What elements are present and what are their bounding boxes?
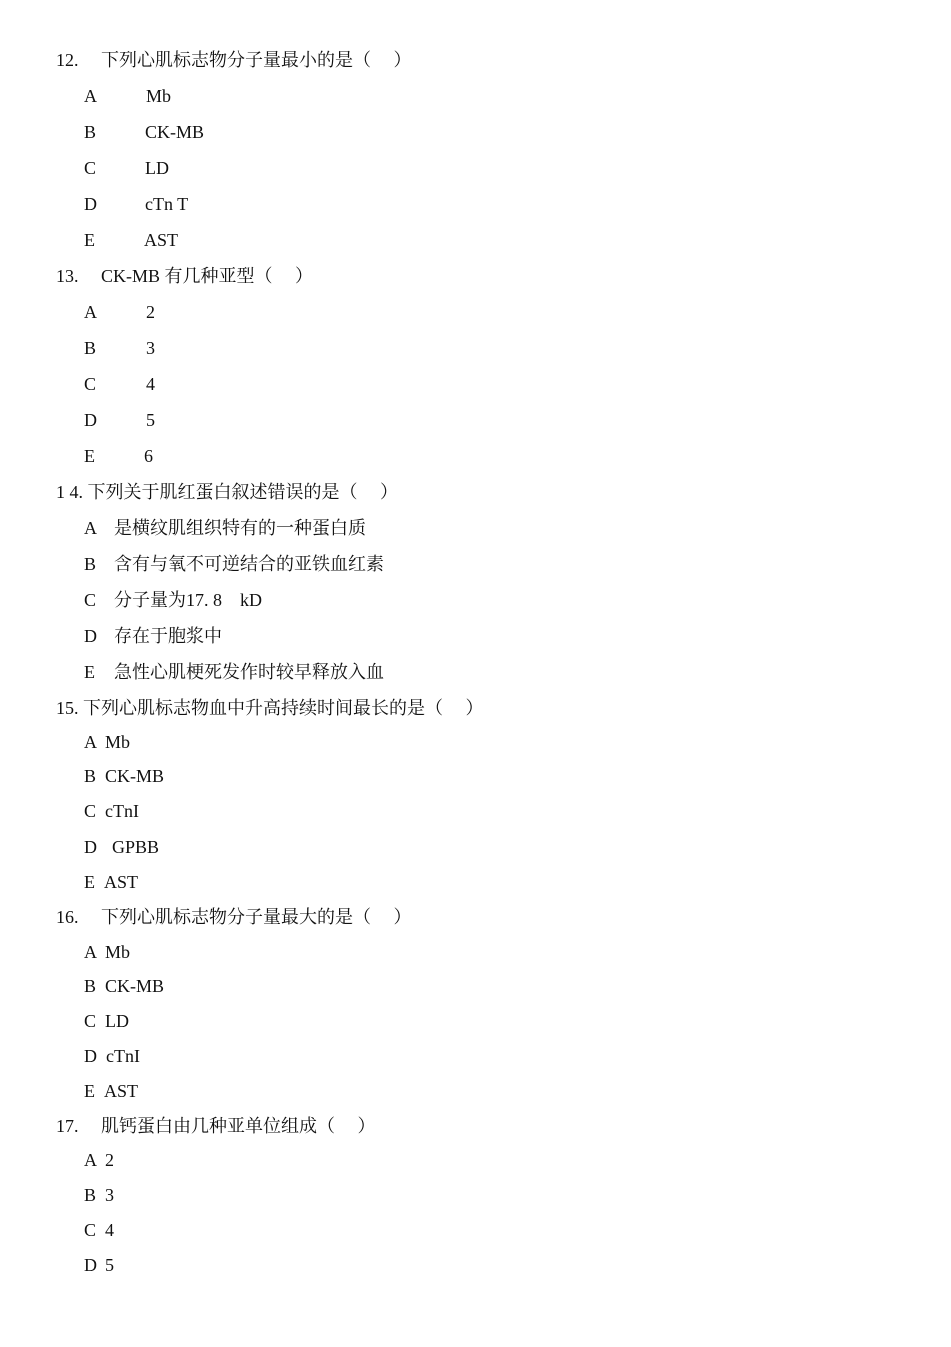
question-17-stem: 17. 肌钙蛋白由几种亚单位组成（ ） <box>56 1116 376 1136</box>
option: A 2 <box>84 302 155 322</box>
option: A 2 <box>84 1150 114 1170</box>
option: B 3 <box>84 1185 114 1205</box>
question-15-stem: 15. 下列心肌标志物血中升高持续时间最长的是（ ） <box>56 698 484 718</box>
option: C LD <box>84 158 169 178</box>
question-16-stem: 16. 下列心肌标志物分子量最大的是（ ） <box>56 907 412 927</box>
option: A Mb <box>84 942 131 962</box>
option: C 分子量为17. 8 kD <box>84 590 262 610</box>
option: B 含有与氧不可逆结合的亚铁血红素 <box>84 554 384 574</box>
option: C LD <box>84 1011 129 1031</box>
option: D 5 <box>84 1255 114 1275</box>
option: E AST <box>84 1081 139 1101</box>
option: D cTn T <box>84 194 189 214</box>
option: E AST <box>84 872 139 892</box>
option: D 5 <box>84 410 155 430</box>
option: C 4 <box>84 1220 114 1240</box>
option: B CK-MB <box>84 976 165 996</box>
option: B CK-MB <box>84 122 205 142</box>
option: D GPBB <box>84 837 160 857</box>
option: A Mb <box>84 732 131 752</box>
option: E 6 <box>84 446 153 466</box>
option: C cTnI <box>84 801 139 821</box>
question-13-stem: 13. CK-MB 有几种亚型（ ） <box>56 266 314 286</box>
option: E 急性心肌梗死发作时较早释放入血 <box>84 662 384 682</box>
option: B 3 <box>84 338 155 358</box>
option: E AST <box>84 230 179 250</box>
option: B CK-MB <box>84 766 165 786</box>
question-12-stem: 12. 下列心肌标志物分子量最小的是（ ） <box>56 50 412 70</box>
option: C 4 <box>84 374 155 394</box>
option: D 存在于胞浆中 <box>84 626 222 646</box>
option: A 是横纹肌组织特有的一种蛋白质 <box>84 518 366 538</box>
option: D cTnI <box>84 1046 140 1066</box>
question-14-stem: 1 4. 下列关于肌红蛋白叙述错误的是（ ） <box>56 482 398 502</box>
option: A Mb <box>84 86 172 106</box>
